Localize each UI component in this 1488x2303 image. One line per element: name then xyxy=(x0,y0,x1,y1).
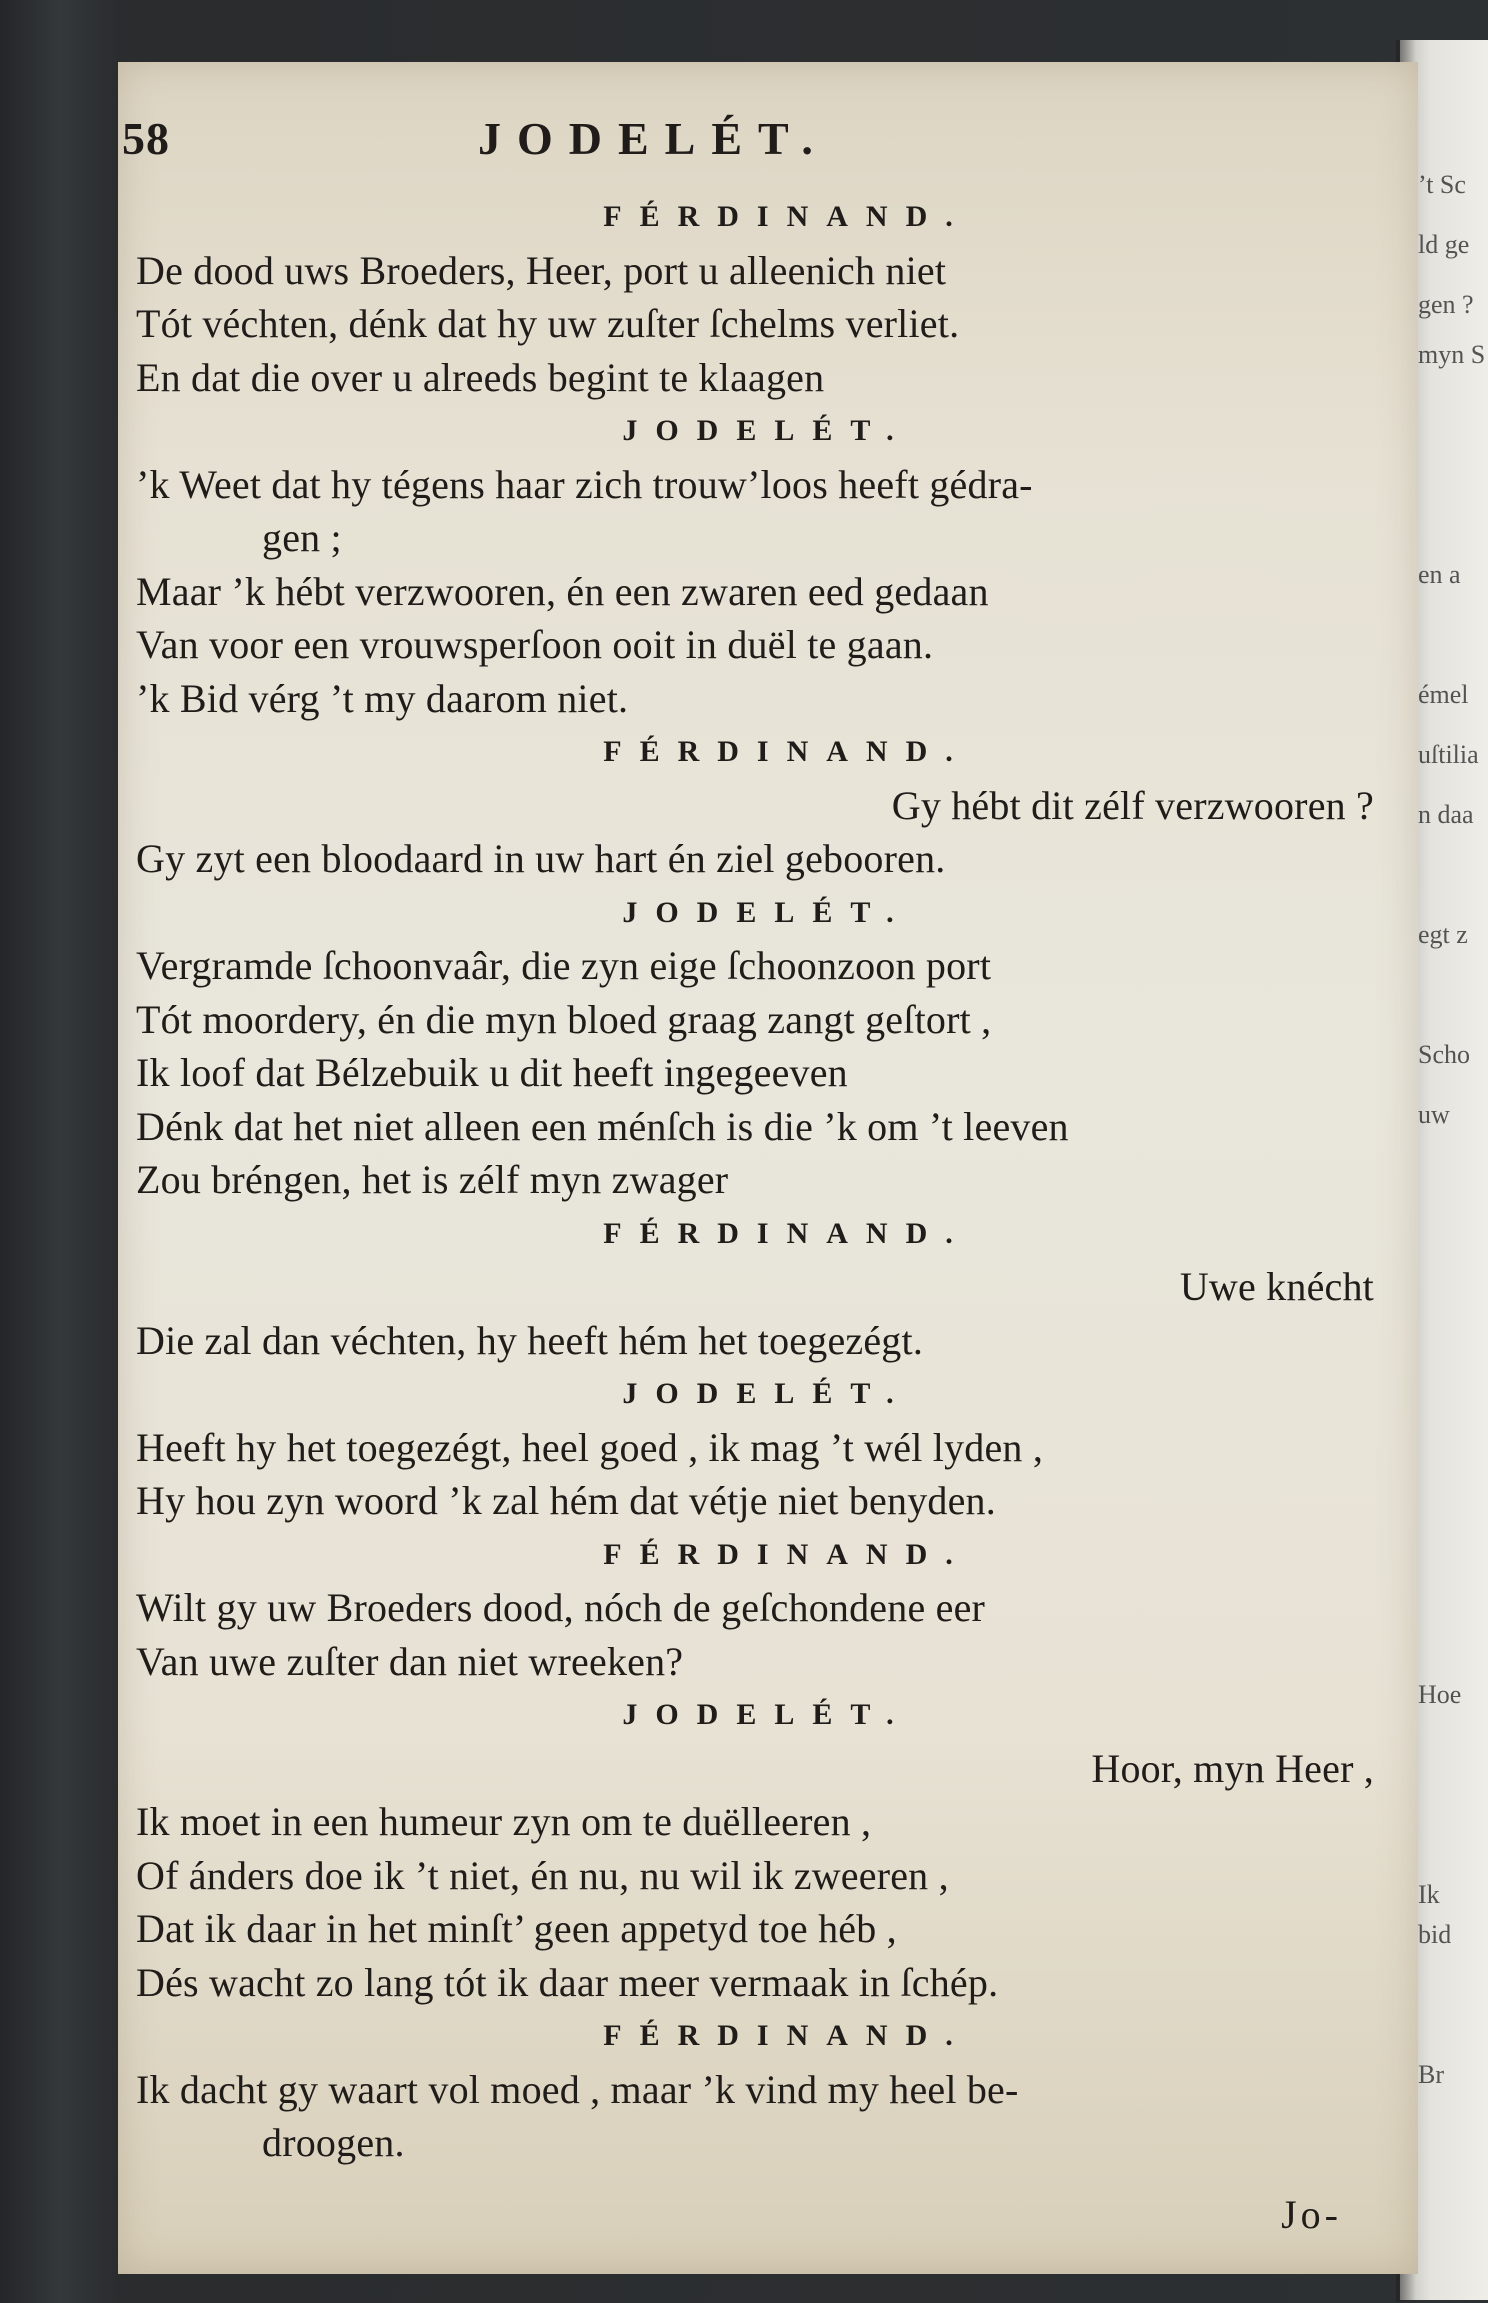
speaker-name: FÉRDINAND. xyxy=(603,2019,971,2052)
verse-line: Gy zyt een bloodaard in uw hart én ziel gebooren. xyxy=(136,836,946,881)
adjacent-page-fragment: myn S xyxy=(1418,340,1486,369)
verse-line: ’k Bid vérg ’t my daarom niet. xyxy=(136,675,629,721)
verse-line: Hoor, myn Heer , xyxy=(1091,1745,1374,1791)
adjacent-page-fragment: ld ge xyxy=(1418,230,1470,259)
adjacent-page-fragment: n daa xyxy=(1418,800,1474,829)
verse-line: Tót véchten, dénk dat hy uw zuſter ſchelms verliet. xyxy=(136,301,960,346)
verse-line: Dés wacht zo lang tót ik daar meer vermaak in ſchép. xyxy=(136,1959,999,2005)
verse-line: Maar ’k hébt verzwooren, én een zwaren eed gedaan xyxy=(136,568,989,614)
verse-turnover: droogen. xyxy=(262,2120,405,2165)
verse-line: Ik dacht gy waart vol moed , maar ’k vind my heel be- xyxy=(136,2066,1019,2112)
speaker-name: FÉRDINAND. xyxy=(603,735,971,768)
page-number: 58 xyxy=(122,113,170,164)
verse-line: Wilt gy uw Broeders dood, nóch de geſchondene eer xyxy=(136,1585,986,1630)
verse-line: Uwe knécht xyxy=(1179,1264,1374,1309)
adjacent-page-fragment: ’t Sc xyxy=(1418,170,1466,199)
running-title: JODELÉT. xyxy=(478,113,829,164)
verse-line: Ik moet in een humeur zyn om te duëlleeren , xyxy=(136,1799,872,1844)
adjacent-page-fragment: egt z xyxy=(1418,920,1468,949)
verse-line: Zou bréngen, het is zélf myn zwager xyxy=(136,1157,729,1202)
adjacent-page-fragment: émel xyxy=(1418,680,1469,709)
running-head xyxy=(118,112,1418,172)
adjacent-page-fragment: Hoe xyxy=(1418,1680,1462,1709)
verse-line: De dood uws Broeders, Heer, port u alleenich niet xyxy=(136,247,947,293)
verse-line: Of ánders doe ik ’t niet, én nu, nu wil ik zweeren , xyxy=(136,1852,949,1898)
adjacent-page-fragment: uſtilia xyxy=(1418,740,1479,769)
speaker-name: FÉRDINAND. xyxy=(603,1216,971,1250)
adjacent-page-fragment: uw xyxy=(1418,1100,1450,1129)
verse-line: Gy hébt dit zélf verzwooren ? xyxy=(891,782,1374,828)
verse-line: ’k Weet dat hy tégens haar zich trouw’loos heeft gédra- xyxy=(136,461,1033,507)
adjacent-page-fragment: bid xyxy=(1418,1920,1452,1949)
verse-line: Tót moordery, én die myn bloed graag zangt geſtort , xyxy=(136,996,992,1042)
adjacent-page-fragment: gen ? xyxy=(1418,290,1474,319)
speaker-name: JODELÉT. xyxy=(622,1377,912,1410)
verse-line: Van voor een vrouwsperſoon ooit in duël te gaan. xyxy=(136,622,934,667)
speaker-name: JODELÉT. xyxy=(622,895,912,929)
verse-line: Van uwe zuſter dan niet wreeken? xyxy=(136,1638,684,1684)
speaker-name: JODELÉT. xyxy=(622,414,912,447)
verse-line: Dat ik daar in het minſt’ geen appetyd toe héb , xyxy=(136,1906,897,1951)
verse-line: Ik loof dat Bélzebuik u dit heeft ingegeeven xyxy=(136,1050,848,1095)
verse-turnover: gen ; xyxy=(262,515,342,560)
play-text xyxy=(136,190,1378,2170)
verse-line: Heeft hy het toegezégt, heel goed , ik mag ’t wél lyden , xyxy=(136,1424,1044,1470)
verse-line: Die zal dan véchten, hy heeft hém het toegezégt. xyxy=(136,1317,924,1363)
speaker-name: FÉRDINAND. xyxy=(603,200,971,233)
speaker-name: JODELÉT. xyxy=(622,1698,912,1731)
speaker-name: FÉRDINAND. xyxy=(603,1537,971,1571)
adjacent-page-fragment: Ik xyxy=(1418,1880,1440,1909)
adjacent-page-fragment: en a xyxy=(1418,560,1461,589)
verse-line: Dénk dat het niet alleen een ménſch is die ’k om ’t leeven xyxy=(136,1103,1069,1149)
catchword: Jo- xyxy=(1281,2192,1342,2237)
verse-line: Hy hou zyn woord ’k zal hém dat vétje niet benyden. xyxy=(136,1478,996,1523)
adjacent-page-fragment: Br xyxy=(1418,2060,1444,2089)
book-page xyxy=(118,62,1418,2274)
verse-line: En dat die over u alreeds begint te klaagen xyxy=(136,354,825,400)
verse-line: Vergramde ſchoonvaâr, die zyn eige ſchoonzoon port xyxy=(136,943,992,988)
adjacent-page-fragment: Scho xyxy=(1418,1040,1470,1069)
